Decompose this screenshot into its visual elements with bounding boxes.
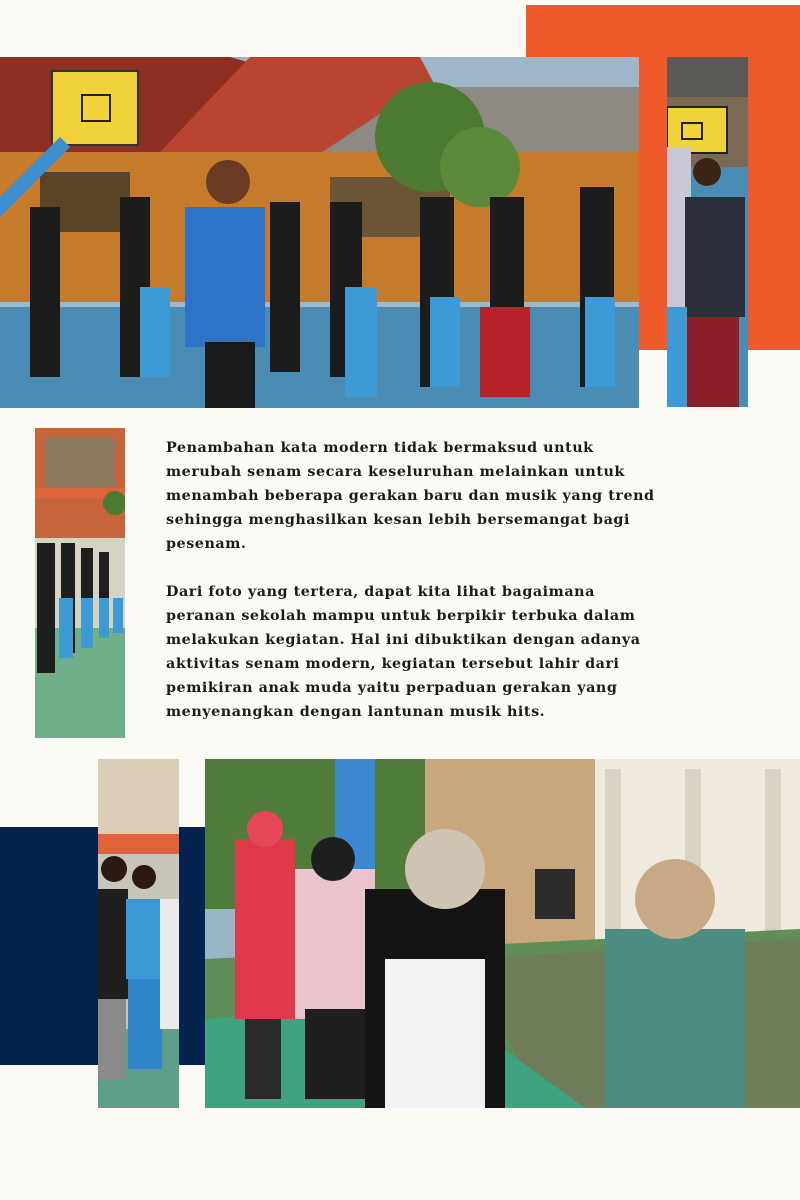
- school-exercise-photo-icon: [0, 57, 639, 408]
- paragraph-2: Dari foto yang tertera, dapat kita lihat bagaimana peranan sekolah mampu untuk berpikir terbuka dalam melakukan kegiatan. Hal ini dibuktikan dengan adanya aktivitas senam modern, kegiatan tersebut lahir dari pemikiran anak muda yaitu perpaduan gerakan yang menyenangkan dengan lantunan musik hits.: [166, 584, 641, 720]
- school-exercise-photo-crop-icon: [667, 57, 748, 407]
- photo-crop-right: [667, 57, 748, 407]
- article-text: [166, 436, 666, 748]
- school-exercise-photo-crop-icon: [35, 428, 125, 738]
- teachers-dancing-photo-icon: [205, 759, 800, 1108]
- photo-crop-left: [35, 428, 125, 738]
- photo-students: [98, 759, 179, 1108]
- students-exercise-photo-icon: [98, 759, 179, 1108]
- paragraph-1: Penambahan kata modern tidak bermaksud untuk merubah senam secara keseluruhan melainkan untuk menambah beberapa gerakan baru dan musik yang trend sehingga menghasilkan kesan lebih bersemangat bagi pesenam.: [166, 440, 655, 552]
- photo-group-exercise: [0, 57, 639, 408]
- photo-teachers-dancing: [205, 759, 800, 1108]
